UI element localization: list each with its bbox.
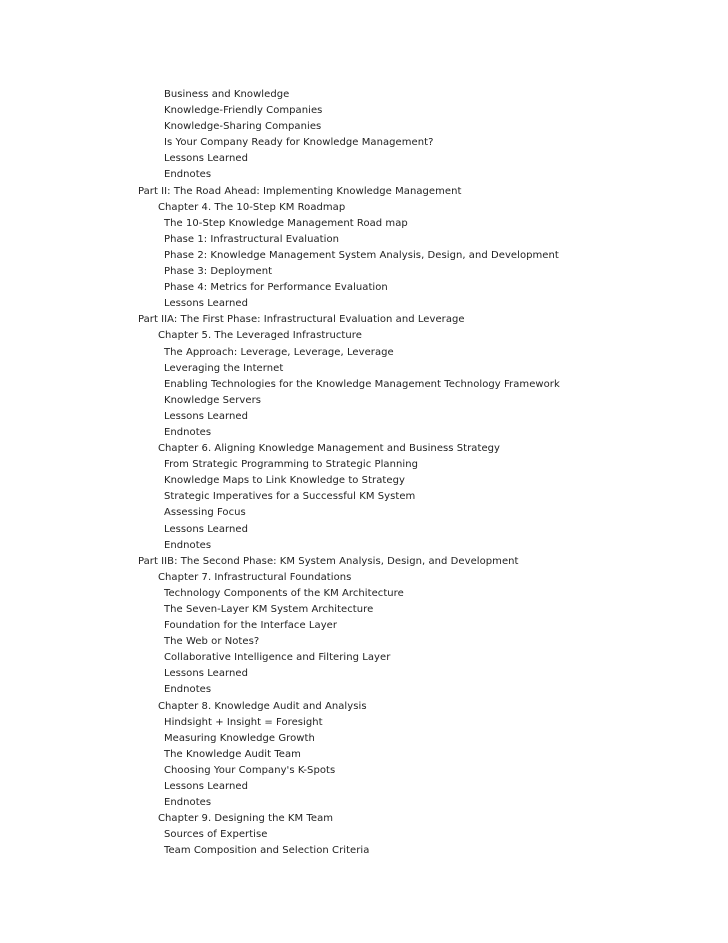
toc-section-entry: Business and Knowledge	[164, 89, 290, 100]
toc-section-entry: Enabling Technologies for the Knowledge Management Technology Framework	[164, 378, 560, 390]
toc-section-entry: Lessons Learned	[164, 668, 249, 680]
toc-section-entry: Lessons Learned	[164, 410, 249, 422]
toc-section-entry: Is Your Company Ready for Knowledge Management?	[164, 137, 434, 149]
toc-section-entry: Endnotes	[164, 169, 212, 181]
toc-section-entry: Endnotes	[164, 684, 212, 696]
toc-section-entry: Endnotes	[164, 426, 212, 438]
toc-section-entry: The Knowledge Audit Team	[164, 748, 301, 760]
toc-section-entry: Strategic Imperatives for a Successful KM System	[164, 491, 416, 503]
toc-section-entry: The Web or Notes?	[164, 636, 260, 648]
toc-section-entry: Team Composition and Selection Criteria	[164, 845, 370, 857]
toc-section-entry: Phase 1: Infrastructural Evaluation	[164, 233, 340, 245]
toc-part-heading: Part II: The Road Ahead: Implementing Knowledge Management	[138, 185, 462, 197]
toc-section-entry: Leveraging the Internet	[164, 362, 284, 374]
toc-section-entry: Choosing Your Company's K-Spots	[164, 764, 336, 776]
toc-section-entry: Foundation for the Interface Layer	[164, 620, 338, 632]
toc-chapter-heading: Chapter 6. Aligning Knowledge Management and Business Strategy	[158, 443, 501, 455]
toc-section-entry: Knowledge Servers	[164, 394, 262, 406]
toc-section-entry: Lessons Learned	[164, 523, 249, 535]
toc-chapter-heading: Chapter 5. The Leveraged Infrastructure	[158, 330, 362, 342]
toc-section-entry: Phase 2: Knowledge Management System Analysis, Design, and Development	[164, 249, 559, 261]
toc-section-entry: Lessons Learned	[164, 153, 249, 165]
toc-section-entry: The Approach: Leverage, Leverage, Leverage	[164, 346, 394, 358]
toc-section-entry: The 10-Step Knowledge Management Road map	[164, 217, 408, 229]
toc-chapter-heading: Chapter 8. Knowledge Audit and Analysis	[158, 700, 367, 712]
toc-section-entry: Endnotes	[164, 797, 212, 809]
toc-section-entry: Knowledge-Friendly Companies	[164, 105, 323, 117]
toc-chapter-heading: Chapter 4. The 10-Step KM Roadmap	[158, 201, 346, 213]
toc-section-entry: Assessing Focus	[164, 507, 246, 519]
toc-part-heading: Part IIA: The First Phase: Infrastructural Evaluation and Leverage	[138, 314, 465, 326]
toc-section-entry: Sources of Expertise	[164, 829, 268, 841]
toc-section-entry: Knowledge Maps to Link Knowledge to Strategy	[164, 475, 405, 487]
toc-section-entry: Collaborative Intelligence and Filtering Layer	[164, 652, 391, 664]
toc-section-entry: Lessons Learned	[164, 298, 249, 310]
toc-section-entry: Phase 3: Deployment	[164, 266, 273, 278]
toc-chapter-heading: Chapter 7. Infrastructural Foundations	[158, 571, 352, 583]
toc-section-entry: Measuring Knowledge Growth	[164, 732, 315, 744]
toc-section-entry: Technology Components of the KM Architecture	[164, 587, 404, 599]
toc-section-entry: Endnotes	[164, 539, 212, 551]
toc-section-entry: From Strategic Programming to Strategic Planning	[164, 459, 418, 471]
toc-section-entry: Knowledge-Sharing Companies	[164, 121, 322, 133]
toc-section-entry: Lessons Learned	[164, 781, 249, 793]
toc-chapter-heading: Chapter 9. Designing the KM Team	[158, 813, 334, 825]
toc-section-entry: Phase 4: Metrics for Performance Evaluation	[164, 282, 388, 294]
toc-section-entry: Hindsight + Insight = Foresight	[164, 716, 323, 728]
table-of-contents	[0, 88, 728, 861]
toc-part-heading: Part IIB: The Second Phase: KM System Analysis, Design, and Development	[138, 555, 519, 567]
toc-section-entry: The Seven-Layer KM System Architecture	[164, 604, 374, 615]
